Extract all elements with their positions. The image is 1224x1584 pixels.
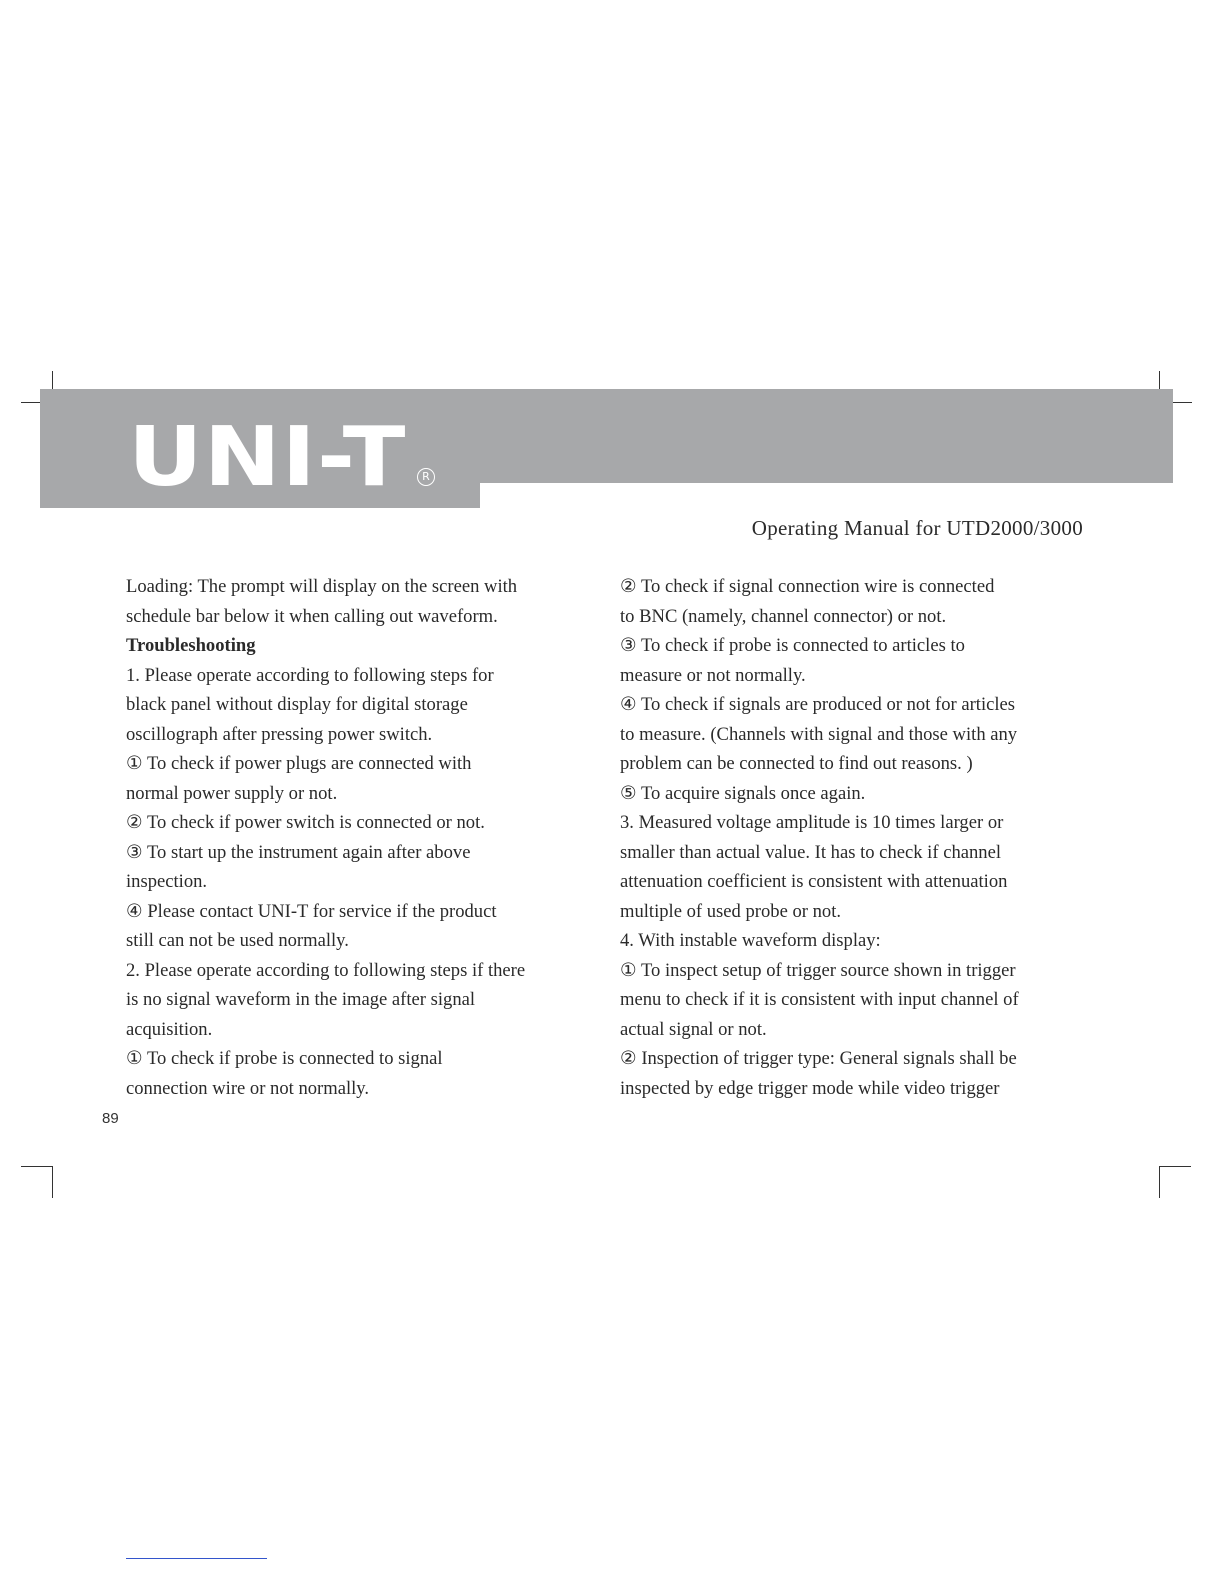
text-line: ③ To start up the instrument again after above bbox=[126, 841, 471, 863]
text-line: connection wire or not normally. bbox=[126, 1077, 370, 1099]
text-line: Loading: The prompt will display on the screen with bbox=[126, 576, 518, 597]
crop-mark-bottom-right-horizontal bbox=[1159, 1166, 1191, 1167]
crop-mark-top-right-horizontal bbox=[1173, 402, 1192, 403]
text-line: ② To check if power switch is connected or not. bbox=[126, 812, 485, 833]
page-number: 89 bbox=[102, 1110, 119, 1127]
text-line: 1. Please operate according to following steps for bbox=[126, 664, 494, 686]
text-line: ① To check if probe is connected to signal bbox=[126, 1048, 443, 1069]
crop-mark-top-left-horizontal bbox=[21, 402, 40, 403]
text-line: is no signal waveform in the image after signal bbox=[126, 989, 476, 1010]
logo-text: UNI-T bbox=[128, 410, 407, 505]
left-column bbox=[126, 572, 594, 1103]
text-line: inspection. bbox=[126, 871, 208, 892]
text-line: ④ Please contact UNI-T for service if the product bbox=[126, 900, 497, 922]
text-line: actual signal or not. bbox=[620, 1018, 767, 1040]
right-column bbox=[620, 572, 1090, 1103]
text-line: measure or not normally. bbox=[620, 664, 806, 686]
text-line: schedule bar below it when calling out waveform. bbox=[126, 605, 498, 627]
section-heading: Troubleshooting bbox=[126, 635, 256, 656]
text-line: ① To check if power plugs are connected with bbox=[126, 753, 472, 774]
text-line: acquisition. bbox=[126, 1018, 213, 1040]
text-line: black panel without display for digital storage bbox=[126, 694, 468, 715]
crop-mark-top-right-vertical bbox=[1159, 371, 1160, 389]
text-line: multiple of used probe or not. bbox=[620, 900, 842, 922]
crop-mark-bottom-left-vertical bbox=[52, 1166, 53, 1198]
uni-t-logo bbox=[128, 410, 430, 505]
header-logo-tab bbox=[40, 389, 480, 508]
text-line: inspected by edge trigger mode while video trigger bbox=[620, 1077, 1000, 1099]
text-line: ① To inspect setup of trigger source shown in trigger bbox=[620, 959, 1016, 981]
text-line: smaller than actual value. It has to check if channel bbox=[620, 841, 1002, 863]
text-line: 2. Please operate according to following steps if there bbox=[126, 959, 526, 981]
text-line: menu to check if it is consistent with input channel of bbox=[620, 989, 1019, 1010]
text-line: to BNC (namely, channel connector) or not. bbox=[620, 605, 947, 627]
crop-mark-bottom-right-vertical bbox=[1159, 1166, 1160, 1198]
link-underline[interactable] bbox=[126, 1558, 267, 1559]
manual-title: Operating Manual for UTD2000/3000 bbox=[751, 516, 1083, 540]
text-line: normal power supply or not. bbox=[126, 782, 338, 804]
text-line: oscillograph after pressing power switch. bbox=[126, 723, 433, 745]
text-line: attenuation coefficient is consistent with attenuation bbox=[620, 871, 1008, 892]
text-line: ③ To check if probe is connected to articles to bbox=[620, 635, 965, 656]
crop-mark-bottom-left-horizontal bbox=[21, 1166, 53, 1167]
text-line: ④ To check if signals are produced or not for articles bbox=[620, 694, 1016, 715]
crop-mark-top-left-vertical bbox=[52, 371, 53, 389]
text-line: ② Inspection of trigger type: General signals shall be bbox=[620, 1048, 1017, 1069]
text-line: 4. With instable waveform display: bbox=[620, 930, 881, 951]
text-line: still can not be used normally. bbox=[126, 930, 349, 951]
text-line: to measure. (Channels with signal and those with any bbox=[620, 723, 1018, 745]
registered-mark-icon: R bbox=[417, 468, 435, 486]
text-line: 3. Measured voltage amplitude is 10 times larger or bbox=[620, 812, 1004, 833]
text-line: problem can be connected to find out reasons. ) bbox=[620, 753, 973, 774]
text-line: ⑤ To acquire signals once again. bbox=[620, 782, 866, 804]
text-line: ② To check if signal connection wire is connected bbox=[620, 576, 995, 597]
